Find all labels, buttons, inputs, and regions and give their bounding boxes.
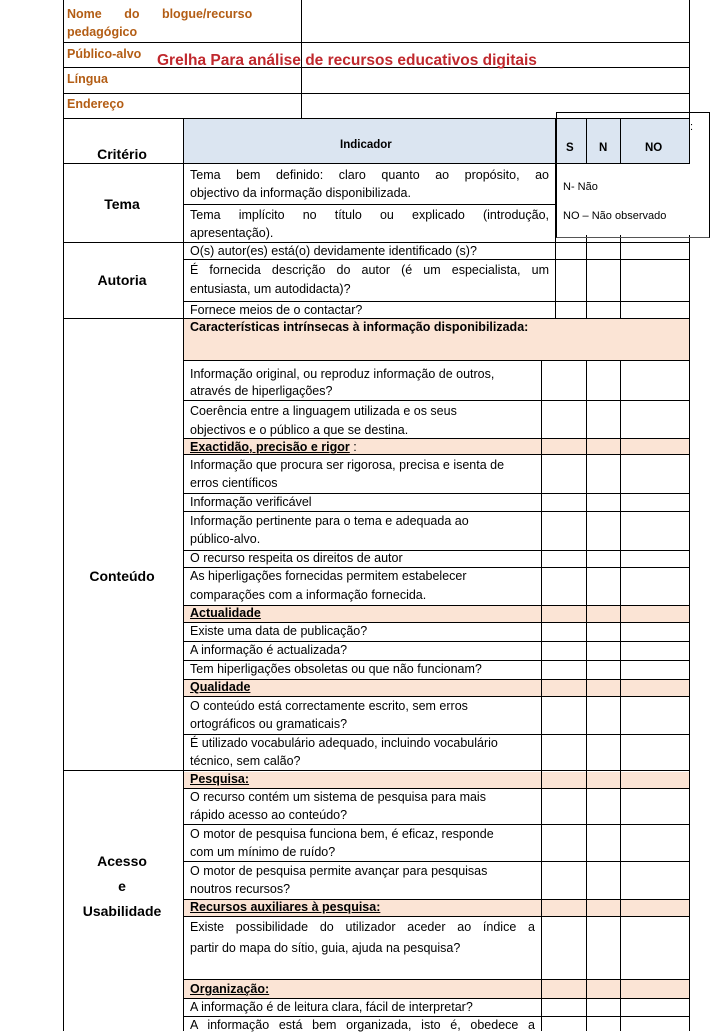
legend-no-nao-observado: NO – Não observado	[563, 210, 667, 222]
acesso-section-recursos-auxiliares: Recursos auxiliares à pesquisa:	[190, 900, 381, 914]
conteudo-row-5-line-1: Informação pertinente para o tema e adequada ao	[190, 514, 469, 528]
criterio-usabilidade: Usabilidade	[82, 903, 162, 919]
publico-alvo-label: Público-alvo	[67, 47, 142, 61]
criterio-conteudo: Conteúdo	[89, 568, 155, 584]
acesso-row-4-line-1: Existe possibilidade do utilizador aceder ao índice a	[190, 920, 535, 934]
autoria-row-1: O(s) autor(es) está(o) devidamente identificado (s)?	[190, 244, 477, 258]
acesso-row-1-line-2: rápido acesso ao conteúdo?	[190, 808, 348, 822]
conteudo-row-8: Existe uma data de publicação?	[190, 624, 368, 638]
acesso-row-6-line-1: A informação está bem organizada, isto é, obedece a	[190, 1018, 535, 1032]
acesso-section-pesquisa: Pesquisa:	[190, 772, 250, 786]
section-shade-pesquisa	[184, 772, 689, 788]
acesso-row-2-line-1: O motor de pesquisa funciona bem, é eficaz, responde	[190, 827, 494, 841]
conteudo-row-1-line-1: Informação original, ou reproduz informação de outros,	[190, 367, 495, 381]
acesso-row-3-line-2: noutros recursos?	[190, 882, 291, 896]
nome-label: Nome do blogue/recurso pedagógico	[67, 7, 253, 39]
acesso-row-2-line-2: com um mínimo de ruído?	[190, 845, 336, 859]
criterio-header: Critério	[97, 146, 147, 162]
conteudo-row-12-line-1: É utilizado vocabulário adequado, incluindo vocabulário	[190, 736, 498, 750]
n-header: N	[599, 142, 608, 154]
no-header: NO	[645, 142, 663, 154]
acesso-row-5: A informação é de leitura clara, fácil de interpretar?	[190, 1000, 473, 1014]
conteudo-row-1-line-2: através de hiperligações?	[190, 384, 333, 398]
conteudo-section-exactidao	[190, 440, 357, 455]
conteudo-row-6: O recurso respeita os direitos de autor	[190, 551, 403, 565]
section-shade-qualidade	[184, 680, 689, 696]
conteudo-row-11-line-2: ortográficos ou gramaticais?	[190, 717, 348, 731]
tema-row-1-line-2: objectivo da informação disponibilizada.	[190, 186, 411, 200]
conteudo-row-2-line-1: Coerência entre a linguagem utilizada e os seus	[190, 404, 457, 418]
criterio-acesso: Acesso	[97, 853, 147, 869]
conteudo-row-11-line-1: O conteúdo está correctamente escrito, sem erros	[190, 699, 468, 713]
autoria-row-2-line-2: entusiasta, um autodidacta)?	[190, 282, 351, 296]
tema-row-2-line-1: Tema implícito no título ou explicado (introdução,	[190, 208, 549, 222]
conteudo-row-4: Informação verificável	[190, 495, 312, 509]
page-title: Grelha Para análise de recursos educativos digitais	[157, 52, 537, 69]
criterio-autoria: Autoria	[97, 272, 147, 288]
conteudo-row-7-line-2: comparações com a informação fornecida.	[190, 588, 427, 602]
acesso-section-organizacao: Organização:	[190, 982, 270, 996]
conteudo-section-actualidade: Actualidade	[190, 606, 261, 620]
acesso-row-4-line-2: partir do mapa do sítio, guia, ajuda na pesquisa?	[190, 941, 461, 955]
conteudo-row-2-line-2: objectivos e o público a que se destina.	[190, 423, 409, 437]
criterio-e: e	[118, 878, 126, 894]
autoria-row-2-line-1: É fornecida descrição do autor (é um especialista, um	[190, 263, 549, 277]
indicador-header: Indicador	[340, 139, 392, 151]
tema-row-2-line-2: apresentação).	[190, 226, 274, 240]
conteudo-row-9: A informação é actualizada?	[190, 643, 348, 657]
conteudo-row-3-line-1: Informação que procura ser rigorosa, precisa e isenta de	[190, 458, 505, 472]
exactidao-label: Exactidão, precisão e rigor	[190, 440, 350, 454]
acesso-row-3-line-1: O motor de pesquisa permite avançar para pesquisas	[190, 864, 488, 878]
conteudo-row-12-line-2: técnico, sem calão?	[190, 754, 301, 768]
conteudo-row-3-line-2: erros científicos	[190, 476, 278, 490]
conteudo-section-qualidade: Qualidade	[190, 680, 251, 694]
conteudo-row-7-line-1: As hiperligações fornecidas permitem estabelecer	[190, 569, 467, 583]
legend-n-nao: N- Não	[563, 181, 598, 193]
tema-row-1-line-1: Tema bem definido: claro quanto ao propósito, ao	[190, 168, 549, 182]
conteudo-row-5-line-2: público-alvo.	[190, 532, 261, 546]
criterio-tema: Tema	[104, 196, 140, 212]
legend-white-area	[557, 164, 707, 235]
exactidao-suffix: :	[349, 440, 357, 454]
autoria-row-3: Fornece meios de o contactar?	[190, 303, 363, 317]
conteudo-section-caracteristicas: Características intrínsecas à informação disponibilizada:	[190, 320, 529, 334]
conteudo-row-10: Tem hiperligações obsoletas ou que não funcionam?	[190, 662, 482, 676]
endereco-label: Endereço	[67, 97, 124, 111]
legend-colon: :	[690, 121, 694, 133]
acesso-row-1-line-1: O recurso contém um sistema de pesquisa para mais	[190, 790, 486, 804]
lingua-label: Língua	[67, 72, 108, 86]
s-header: S	[566, 142, 574, 154]
